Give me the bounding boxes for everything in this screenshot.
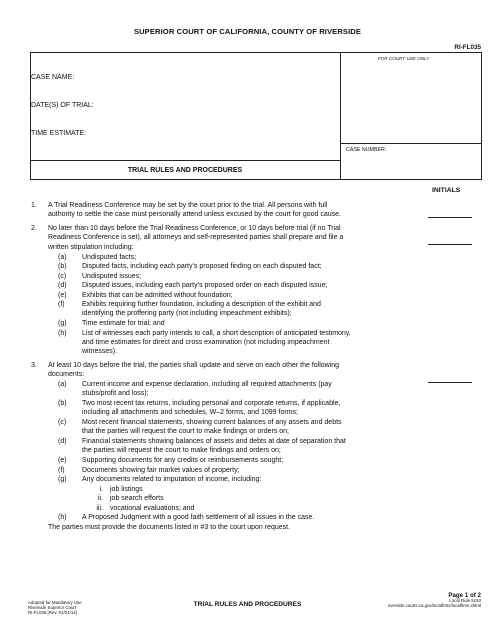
rule-2-item — [82, 319, 420, 328]
rule-3-item-line: Two most recent tax returns, including personal and corporate returns, if applicable, — [82, 400, 341, 407]
rule-2-item-letter: (a) — [58, 254, 67, 261]
rule-3-text — [48, 361, 420, 380]
trial-dates-label: DATE(S) OF TRIAL: — [31, 102, 94, 109]
rule-3-item-letter: (g) — [58, 476, 67, 483]
sub-item-text: vocational evaluations; and — [110, 504, 195, 512]
rule-2-item-line: Exhibits requiring further foundation, including a description of the exhibit and — [82, 301, 321, 308]
rule-2-text — [48, 224, 420, 252]
rule-3-item-line: Supporting documents for any credits or reimbursements sought; — [82, 457, 284, 464]
sub-item-numeral: iii. — [96, 504, 103, 512]
rule-2-item-letter: (e) — [58, 291, 67, 299]
rule-3-item-line: Documents showing fair market values of property; — [82, 466, 240, 474]
rule-3-item-line: the parties will request the court to make findings and orders on; — [82, 447, 281, 455]
footer-url[interactable]: riverside.courts.ca.gov/localfrms/localfrms.shtml — [387, 603, 481, 608]
rule-3-item-line: Most recent financial statements, showing current balances of any assets and debts — [82, 419, 342, 426]
rule-2-item-line: List of witnesses each party intends to call, a short description of anticipated testimony, — [82, 329, 351, 337]
rule-2-item-letter: (c) — [58, 272, 67, 280]
rule-2-item-letter: (b) — [58, 263, 67, 270]
rule-2-item — [82, 262, 420, 271]
rule-1-text — [48, 201, 420, 220]
footer-title: TRIAL RULES AND PROCEDURES — [193, 601, 302, 608]
rule-3-number: 3. — [31, 362, 37, 369]
time-estimate-label: TIME ESTIMATE: — [31, 130, 87, 137]
local-rule: Local Rule 5153 — [449, 598, 481, 603]
rule-2-item — [82, 253, 420, 262]
document-title: TRIAL RULES AND PROCEDURES — [127, 167, 243, 174]
rule-2-item — [82, 329, 420, 357]
page-number: Page 1 of 2 — [448, 592, 481, 599]
rule-2-item-line: Time estimate for trial; and — [82, 320, 165, 327]
rule-3-item-letter: (a) — [58, 381, 67, 388]
rule-2-item-line: Undisputed issues; — [82, 272, 142, 280]
rule-2-item-line: Disputed facts, including each party’s proposed finding on each disputed fact; — [82, 263, 322, 270]
sub-item-numeral: ii. — [97, 495, 103, 502]
form-id: RI-FL035 — [454, 44, 481, 51]
rule-2-item — [82, 272, 420, 281]
rule-2-number: 2. — [31, 225, 37, 232]
sub-item-text: job listings — [110, 485, 143, 493]
rule-3-item-line: including all attachments and schedules, W–2 forms, and 1099 forms; — [82, 409, 298, 417]
rule-1-line: authority to settle the case must personally attend unless excused by the court for good cause. — [48, 211, 342, 219]
case-number-label: CASE NUMBER: — [346, 147, 387, 153]
rule-3-item-line: Any documents related to imputation of income, including: — [82, 476, 262, 483]
sub-item-numeral: i. — [99, 485, 103, 493]
rule-3-item — [82, 437, 420, 456]
court-title: SUPERIOR COURT OF CALIFORNIA, COUNTY OF RIVERSIDE — [133, 27, 362, 36]
rule-2-item — [82, 291, 420, 300]
rule-3-item-letter: (f) — [58, 466, 65, 474]
rule-3-item — [82, 399, 420, 418]
footer-adopted: Adopted for Mandatory Use — [28, 600, 82, 605]
rule-2-line: Readiness Conference is set), all attorneys and self-represented parties shall prepare and file a — [48, 234, 344, 242]
rule-2-item-line: identifying the proffering party (not including impeachment exhibits); — [82, 310, 292, 318]
sub-item-text: job search efforts — [110, 495, 164, 502]
rule-2-item — [82, 281, 420, 290]
rule-2-line: written stipulation including: — [48, 243, 134, 251]
rule-3-item-letter: (h) — [58, 514, 67, 521]
rule-1-line: A Trial Readiness Conference may be set by the court prior to the trial. All persons with full — [48, 202, 328, 209]
rule-2-item-letter: (f) — [58, 301, 65, 308]
rule-2-item-letter: (d) — [58, 282, 67, 289]
rule-1-number: 1. — [31, 202, 37, 209]
rule-3-item-letter: (d) — [58, 438, 67, 445]
rule-2-item-letter: (g) — [58, 320, 67, 327]
initials-heading: INITIALS — [432, 187, 461, 194]
court-use-only-label: FOR COURT USE ONLY — [378, 56, 430, 61]
rule-3-line: documents: — [48, 371, 85, 379]
rule-3-item-line: Financial statements showing balances of assets and debts at date of separation that — [82, 438, 346, 445]
rule-2-line: No later than 10 days before the Trial Readiness Conference, or 10 days before trial (if no Trial — [48, 225, 341, 232]
rule-3-item — [82, 466, 420, 475]
rule-2-item-line: Undisputed facts; — [82, 254, 137, 261]
rule-2-item-letter: (h) — [58, 329, 67, 337]
rule-3-item-line: stubs/profit and loss); — [82, 390, 149, 398]
rule-2-item-line: Disputed issues, including each party’s proposed order on each disputed issue; — [82, 282, 328, 289]
rule-3-item — [82, 380, 420, 399]
rule-2-item-line: and time estimates for direct and cross examination (not including impeachment — [82, 338, 330, 346]
rule-3-item-letter: (c) — [58, 419, 67, 426]
rule-3-item-h: A Proposed Judgment with a good faith settlement of all issues in the case. — [82, 514, 315, 521]
footer-right — [388, 593, 481, 608]
rule-3-item-letter: (e) — [58, 457, 67, 464]
rule-2-item-line: Exhibits that can be admitted without foundation; — [82, 291, 233, 299]
rule-2-item — [82, 300, 420, 319]
case-name-label: CASE NAME: — [31, 74, 75, 81]
rule-3-item — [82, 418, 420, 437]
rule-3-item-letter: (b) — [58, 400, 67, 407]
footer-court: Riverside Superior Court — [28, 605, 77, 610]
rule-2-item-line: witnesses). — [82, 348, 118, 356]
rule-3-item — [82, 475, 420, 484]
footer-revision: RI-FL035 [Rev. 01/01/14] — [28, 610, 77, 615]
rule-3-item-line: Current income and expense declaration, including all required attachments (pay — [82, 381, 332, 388]
rule-3-line: At least 10 days before the trial, the parties shall update and serve on each other the following — [48, 362, 340, 369]
rule-3-item — [82, 456, 420, 465]
rule-3-closing: The parties must provide the documents listed in #3 to the court upon request. — [48, 524, 291, 531]
rule-3-item-line: that the parties will request the court to make findings or orders on; — [82, 428, 289, 436]
